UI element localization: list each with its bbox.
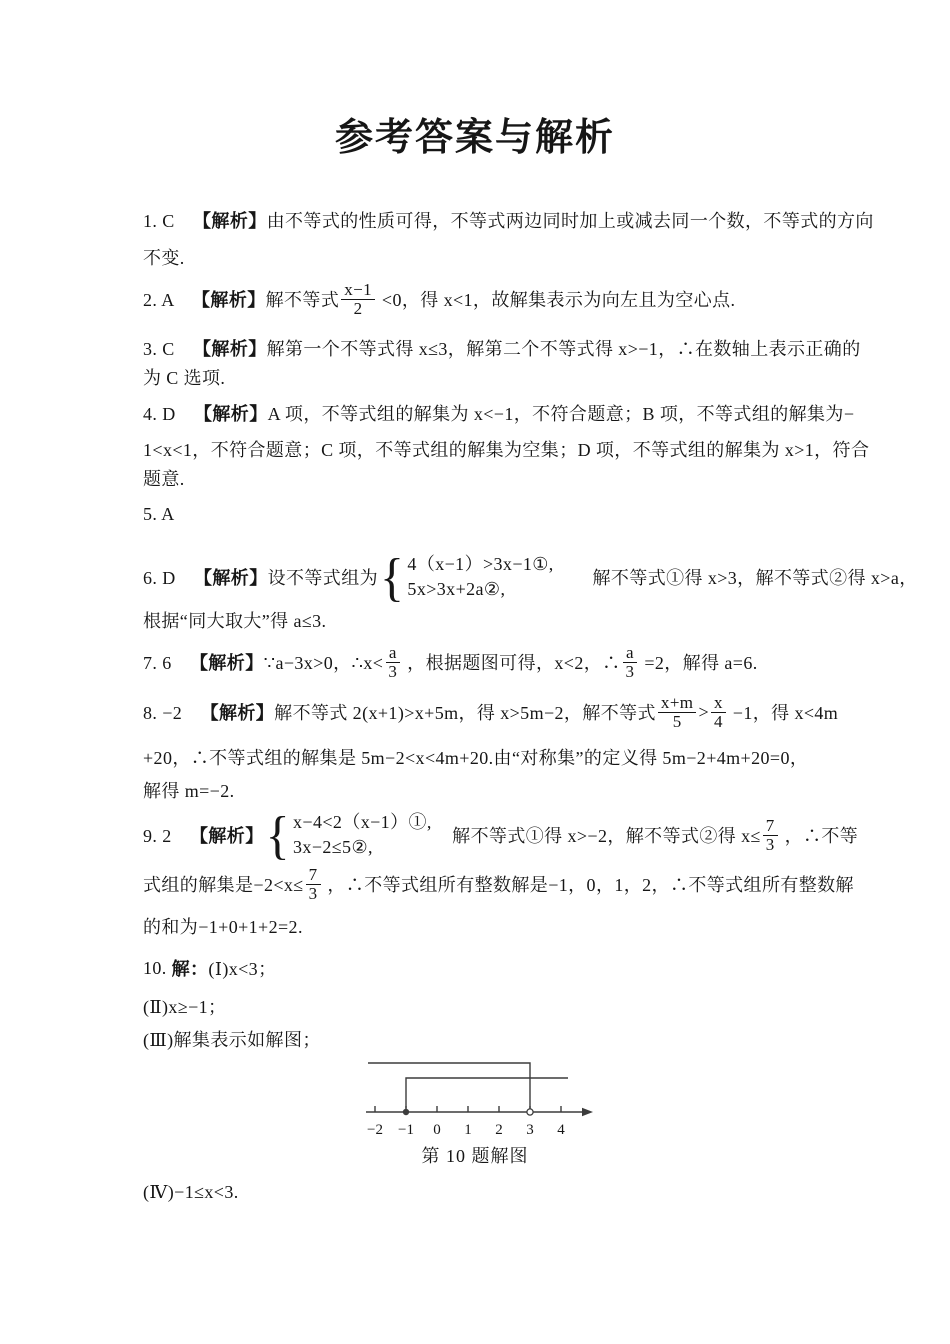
bold-label: 【解析】	[194, 404, 268, 425]
equation-rows	[293, 812, 432, 857]
open-point	[527, 1109, 533, 1115]
fraction	[711, 694, 726, 731]
bold-label: 解：	[171, 959, 209, 980]
fraction	[623, 644, 638, 681]
fraction-numerator: x+m	[658, 694, 697, 713]
equation-rows	[407, 554, 553, 599]
fraction-numerator: x	[711, 694, 726, 713]
bold-label: 【解析】	[194, 568, 268, 589]
text-segment: >	[698, 701, 709, 722]
closed-point	[403, 1109, 409, 1115]
answer-line-16	[143, 805, 859, 864]
text-segment: 7. 6	[143, 653, 190, 673]
text-segment: (Ⅲ)解集表示如解图；	[143, 1030, 321, 1050]
bold-label: 【解析】	[193, 211, 267, 232]
text-segment: =2，解得 a=6.	[639, 653, 758, 673]
answer-line-15	[143, 778, 833, 802]
text-segment: 3. C	[143, 339, 194, 359]
text-segment: 解得 m=−2.	[143, 781, 235, 801]
fraction-denominator: 3	[625, 661, 635, 681]
text-segment: (Ⅳ)−1≤x<3.	[143, 1181, 239, 1202]
answer-line-22	[143, 1180, 833, 1204]
fraction-denominator: 3	[308, 883, 318, 903]
answer-line-10	[143, 547, 918, 606]
equation-system	[380, 547, 554, 606]
bold-label: 【解析】	[193, 339, 267, 360]
fraction-denominator: 2	[353, 298, 363, 318]
answer-line-21	[143, 1027, 833, 1051]
tick-label: −1	[398, 1122, 414, 1138]
fraction-numerator: 7	[763, 817, 778, 836]
fraction	[341, 281, 375, 318]
text-segment: ∵a−3x>0，∴x<	[263, 653, 384, 673]
tick-label: −2	[367, 1122, 383, 1138]
text-segment: 不变.	[143, 248, 185, 268]
text-segment: ，∴不等	[779, 826, 859, 846]
tick-label: 3	[526, 1122, 534, 1138]
fraction-denominator: 5	[672, 711, 682, 731]
tick-label: 0	[433, 1122, 441, 1138]
text-segment: A 项，不等式组的解集为 x<−1，不符合题意；B 项，不等式组的解集为−	[267, 404, 855, 424]
equation-system	[265, 805, 432, 864]
solution-ray-x-geq-neg1	[406, 1078, 568, 1109]
bold-label: 【解析】	[190, 653, 264, 674]
tick-label: 4	[557, 1122, 565, 1138]
bold-label: 【解析】	[200, 703, 275, 724]
answer-line-7	[143, 437, 870, 461]
equation-row: 5x>3x+2a②,	[407, 579, 506, 599]
text-segment: ，∴不等式组所有整数解是−1，0，1，2，∴不等式组所有整数解	[322, 875, 854, 895]
text-segment: 2. A	[143, 290, 193, 310]
text-segment: (Ⅱ)x≥−1；	[143, 997, 227, 1017]
fraction	[306, 866, 321, 903]
answer-line-14	[143, 745, 833, 769]
answer-line-17	[143, 862, 854, 906]
equation-row: x−4<2（x−1）①,	[293, 812, 432, 833]
text-segment: 6. D	[143, 568, 194, 588]
answer-line-11	[143, 608, 833, 632]
text-segment: 题意.	[143, 469, 185, 489]
fraction	[763, 817, 778, 854]
text-segment: 10.	[143, 957, 172, 978]
answer-line-4	[143, 336, 861, 360]
fraction-numerator: 7	[306, 866, 321, 885]
answer-line-9	[143, 502, 833, 526]
text-segment: 根据“同大取大”得 a≤3.	[143, 611, 327, 631]
text-segment: 设不等式组为	[267, 568, 379, 588]
page-title: 参考答案与解析	[334, 115, 615, 159]
text-segment: 1. C	[143, 211, 194, 231]
fraction-denominator: 4	[714, 711, 723, 731]
fraction	[385, 644, 400, 681]
text-segment: 4. D	[143, 404, 194, 424]
brace-icon: {	[265, 805, 291, 864]
text-segment: <0，得 x<1，故解集表示为向左且为空心点.	[377, 290, 736, 310]
axis-arrow-icon	[582, 1108, 593, 1116]
answer-line-3	[143, 277, 833, 321]
answer-line-18	[143, 914, 833, 938]
answer-line-12	[143, 640, 833, 684]
fraction-numerator: x−1	[341, 281, 375, 300]
text-segment: 解不等式①得 x>−2，解不等式②得 x≤	[433, 826, 761, 846]
text-segment: 由不等式的性质可得，不等式两边同时加上或减去同一个数，不等式的方向	[266, 211, 874, 231]
fraction-numerator: a	[386, 644, 400, 663]
text-segment: 解不等式①得 x>3，解不等式②得 x>a，	[555, 568, 918, 588]
answer-line-6	[143, 401, 855, 425]
answer-line-20	[143, 994, 833, 1018]
answer-line-19	[143, 956, 833, 980]
text-segment: (Ⅰ)x<3；	[208, 959, 277, 979]
tick-label: 1	[464, 1122, 472, 1138]
text-segment: 的和为−1+0+1+2=2.	[143, 917, 303, 937]
answer-line-13	[143, 690, 839, 734]
fraction-numerator: a	[623, 644, 637, 663]
fraction	[658, 694, 697, 731]
diagram-caption: 第 10 题解图	[421, 1146, 529, 1166]
text-segment: 解不等式	[265, 290, 340, 310]
equation-row: 3x−2≤5②,	[293, 837, 373, 857]
bold-label: 【解析】	[192, 290, 266, 311]
brace-icon: {	[380, 547, 405, 606]
bold-label: 【解析】	[190, 826, 264, 847]
text-segment: 1<x<1，不符合题意；C 项，不等式组的解集为空集；D 项，不等式组的解集为 x>1，符合	[143, 440, 870, 460]
equation-row: 4（x−1）>3x−1①,	[407, 554, 554, 575]
answer-line-1	[143, 208, 874, 232]
numberline-diagram	[358, 1050, 598, 1142]
text-segment: 式组的解集是−2<x≤	[143, 875, 304, 895]
text-segment: 8. −2	[143, 703, 201, 723]
text-segment: ，根据题图可得，x<2，∴	[402, 653, 621, 673]
numberline-svg	[358, 1050, 598, 1142]
fraction-denominator: 3	[388, 661, 398, 681]
text-segment: 为 C 选项.	[143, 368, 226, 388]
solution-ray-x-less-3	[368, 1063, 530, 1109]
text-segment: −1，得 x<4m	[727, 703, 839, 723]
answer-line-2	[143, 245, 833, 269]
fraction-denominator: 3	[765, 834, 775, 854]
tick-label: 2	[495, 1122, 503, 1138]
text-segment: 解第一个不等式得 x≤3，解第二个不等式得 x>−1，∴在数轴上表示正确的	[266, 339, 861, 359]
answer-line-8	[143, 466, 833, 490]
text-segment: +20，∴不等式组的解集是 5m−2<x<4m+20.由“对称集”的定义得 5m−2+4m+20=0，	[143, 748, 809, 768]
text-segment: 解不等式 2(x+1)>x+5m，得 x>5m−2，解不等式	[274, 703, 656, 723]
answer-line-5	[143, 365, 833, 389]
text-segment: 9. 2	[143, 826, 190, 846]
text-segment: 5. A	[143, 503, 175, 524]
tick-labels	[367, 1122, 565, 1138]
